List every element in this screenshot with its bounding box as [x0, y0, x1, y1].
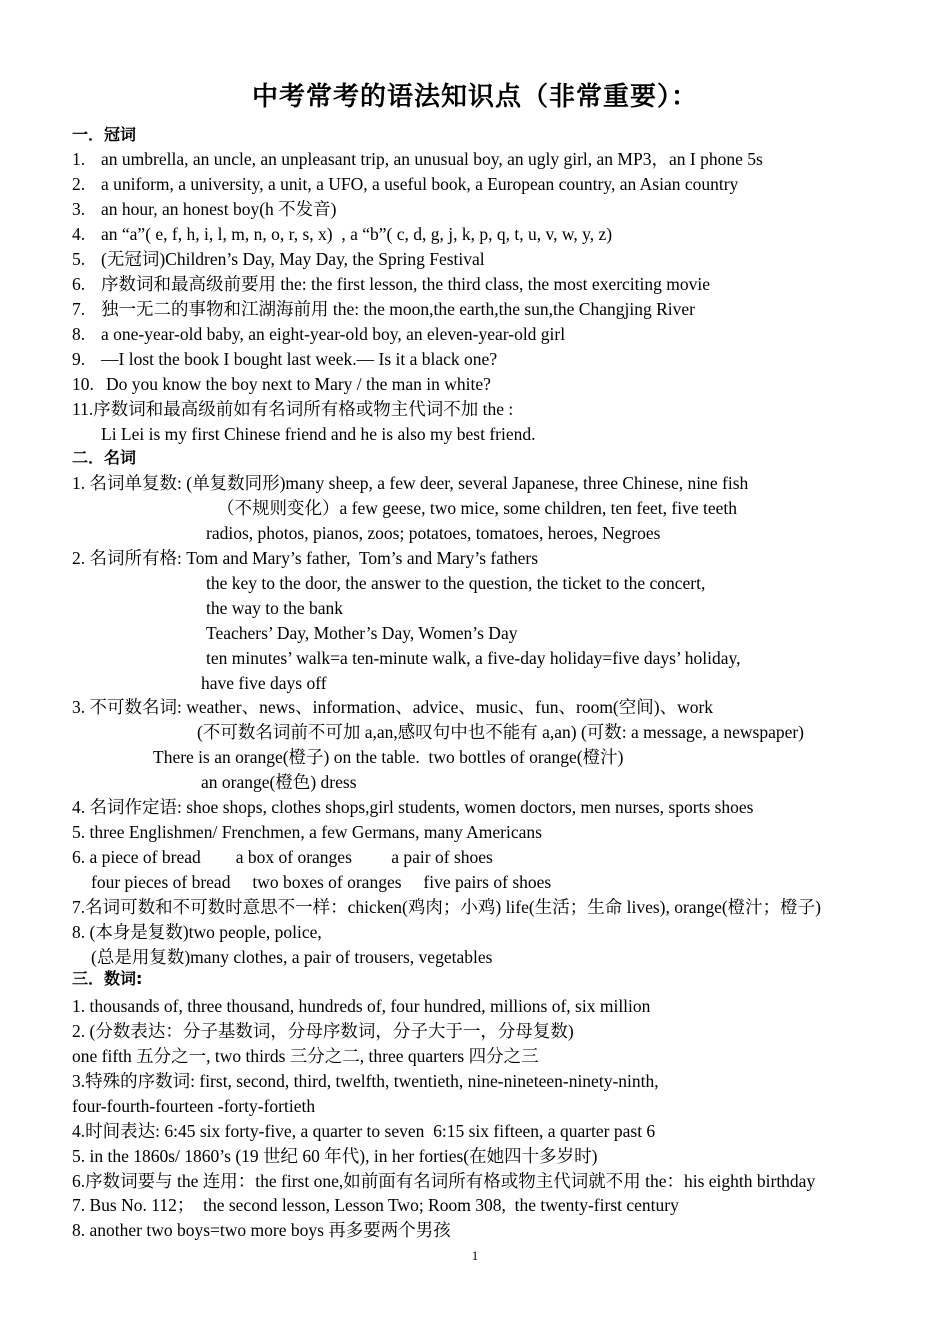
line-number: 4.: [72, 224, 86, 244]
line-text: 5. three Englishmen/ Frenchmen, a few Germans, many Americans: [72, 822, 542, 842]
line-number: 9.: [72, 349, 86, 369]
line-text: one fifth 五分之一, two thirds 三分之二, three quarters 四分之三: [72, 1046, 539, 1066]
page-number: 1: [471, 1248, 479, 1263]
line-text: There is an orange(橙子) on the table. two bottles of orange(橙汁): [153, 747, 624, 767]
line-text: ten minutes’ walk=a ten-minute walk, a five-day holiday=five days’ holiday,: [206, 648, 741, 668]
line-text: four pieces of bread two boxes of oranges five pairs of shoes: [91, 872, 552, 892]
line-text: 4. 名词作定语: shoe shops, clothes shops,girl students, women doctors, men nurses, sports shoes: [72, 797, 754, 817]
line-text: Teachers’ Day, Mother’s Day, Women’s Day: [206, 623, 518, 643]
line-text: 8. another two boys=two more boys 再多要两个男孩: [72, 1220, 451, 1240]
line-number: 10.: [72, 374, 94, 394]
line-text: the key to the door, the answer to the question, the ticket to the concert,: [206, 573, 706, 593]
line-text: 2. (分数表达：分子基数词，分母序数词，分子大于一，分母复数): [72, 1021, 574, 1041]
section-heading-numerals: 三．数词:: [72, 969, 143, 988]
line-text: an hour, an honest boy(h 不发音): [101, 199, 337, 219]
line-text: Li Lei is my first Chinese friend and he is also my best friend.: [101, 424, 536, 444]
section-heading-nouns: 二．名词: [72, 448, 137, 467]
line-text: —I lost the book I bought last week.— Is it a black one?: [101, 349, 498, 369]
line-number: 3.: [72, 199, 86, 219]
line-number: 1.: [72, 149, 86, 169]
line-text: four-fourth-fourteen -forty-fortieth: [72, 1096, 316, 1116]
line-text: 独一无二的事物和江湖海前用 the: the moon,the earth,the sun,the Changjing River: [101, 299, 695, 319]
line-text: 1. 名词单复数: (单复数同形)many sheep, a few deer, several Japanese, three Chinese, nine fish: [72, 473, 749, 493]
line-text: radios, photos, pianos, zoos; potatoes, tomatoes, heroes, Negroes: [206, 523, 661, 543]
line-text: (无冠词)Children’s Day, May Day, the Spring Festival: [101, 249, 485, 269]
line-text: 8. (本身是复数)two people, police,: [72, 922, 322, 942]
line-number: 8.: [72, 324, 86, 344]
line-text: the way to the bank: [206, 598, 344, 618]
line-text: (不可数名词前不可加 a,an,感叹句中也不能有 a,an) (可数: a message, a newspaper): [197, 722, 805, 742]
line-text: 7.名词可数和不可数时意思不一样：chicken(鸡肉；小鸡) life(生活；生命 lives), orange(橙汁；橙子): [72, 897, 821, 917]
line-text: 3. 不可数名词: weather、news、information、advice、music、fun、room(空间)、work: [72, 697, 714, 717]
line-text: 5. in the 1860s/ 1860’s (19 世纪 60 年代), in her forties(在她四十多岁时): [72, 1146, 598, 1166]
line-text: an orange(橙色) dress: [201, 772, 357, 792]
line-text: 11.序数词和最高级前如有名词所有格或物主代词不加 the :: [72, 399, 514, 419]
line-text: 2. 名词所有格: Tom and Mary’s father, Tom’s and Mary’s fathers: [72, 548, 539, 568]
line-text: 1. thousands of, three thousand, hundreds of, four hundred, millions of, six million: [72, 996, 651, 1016]
line-text: 6. a piece of bread a box of oranges a pair of shoes: [72, 847, 493, 867]
line-text: 7. Bus No. 112； the second lesson, Lesson Two; Room 308, the twenty-first century: [72, 1195, 679, 1215]
line-text: an “a”( e, f, h, i, l, m, n, o, r, s, x) , a “b”( c, d, g, j, k, p, q, t, u, v, w, y, z): [101, 224, 613, 244]
line-text: Do you know the boy next to Mary / the man in white?: [106, 374, 491, 394]
line-number: 2.: [72, 174, 86, 194]
line-text: have five days off: [201, 673, 327, 693]
line-text: 3.特殊的序数词: first, second, third, twelfth, twentieth, nine-nineteen-ninety-ninth,: [72, 1071, 659, 1091]
line-number: 6.: [72, 274, 86, 294]
line-text: an umbrella, an uncle, an unpleasant trip, an unusual boy, an ugly girl, an MP3，an I phone 5s: [101, 149, 763, 169]
line-text: 序数词和最高级前要用 the: the first lesson, the third class, the most exerciting movie: [101, 274, 711, 294]
line-text: a uniform, a university, a unit, a UFO, a useful book, a European country, an Asian country: [101, 174, 739, 194]
line-number: 7.: [72, 299, 86, 319]
section-heading-articles: 一．冠词: [72, 125, 137, 144]
line-text: 4.时间表达: 6:45 six forty-five, a quarter to seven 6:15 six fifteen, a quarter past 6: [72, 1121, 656, 1141]
page-title: 中考常考的语法知识点（非常重要）：: [251, 82, 698, 112]
line-text: （不规则变化）a few geese, two mice, some children, ten feet, five teeth: [217, 498, 737, 518]
line-text: 6.序数词要与 the 连用：the first one,如前面有名词所有格或物主代词就不用 the：his eighth birthday: [72, 1171, 816, 1191]
line-number: 5.: [72, 249, 86, 269]
line-text: a one-year-old baby, an eight-year-old boy, an eleven-year-old girl: [101, 324, 566, 344]
line-text: (总是用复数)many clothes, a pair of trousers, vegetables: [91, 947, 493, 967]
